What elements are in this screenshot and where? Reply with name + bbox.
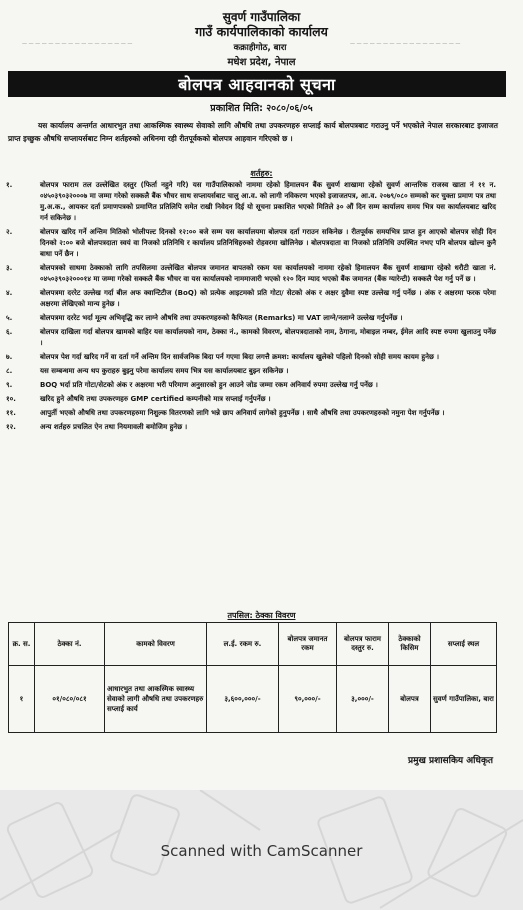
condition-number: ४. xyxy=(6,289,13,297)
condition-item xyxy=(6,327,496,349)
col-header-serial: क्र. स. xyxy=(9,623,35,666)
condition-item xyxy=(6,313,496,324)
condition-text: बोलपत्र फाराम तल उल्लेखित दस्तुर (फिर्ता नहुने गरि) यस गाउँपालिकाको नाममा रहेको हिमालयन बैंक सुवर्ण शाखामा रहेको सुवर्ण आन्तरिक राजस्व खाता नं ११ न. ०४५०३९०३२०००७ मा जम्मा गरेको सक्कलै बैंक भौचर साथ सप्लायर्सबाट चालु आ.व. को लागी नविकरण भएको इजाजतपत्र, आ.व. २०७९/०८० सम्मको कर चुक्ता प्रमाण पत्र तथा मु.अ.क., आयकर दर्ता प्रमाणपत्रको प्रमाणित प्रतिलिपि समेत राखी निवेदन दिई यो सूचना प्रकाशित भएको मितिले ३० औं दिन सम्म कार्यालय समय भित्र यस कार्यालयबाट खरिद गर्न सकिनेछ । xyxy=(40,181,496,222)
condition-item xyxy=(6,288,496,310)
condition-text: बोलपत्र पेश गर्दा खरिद गर्ने वा दर्ता गर्ने अन्तिम दिन सार्वजनिक बिदा पर्न गएमा बिदा लगत्तै क्रमश: कार्यालय खुलेको पहिलो दिनको सोही समय कायम हुनेछ । xyxy=(40,353,439,361)
org-name: सुवर्ण गाउँपालिका xyxy=(222,10,301,24)
condition-item xyxy=(6,227,496,260)
condition-number: ६. xyxy=(6,328,13,336)
faint-header-right: — — — — — — — — — — — — — — — — — xyxy=(350,41,461,47)
conditions-list xyxy=(6,180,496,436)
col-header-bid-security: बोलपत्र जमानत रकम xyxy=(279,623,337,666)
condition-item xyxy=(6,263,496,285)
condition-text: यस सम्बन्धमा अन्य थप कुराहरु बुझ्नु परेमा कार्यालय समय भित्र यस कार्यालयबाट बुझ्न सकिनेछ । xyxy=(40,367,289,375)
condition-item xyxy=(6,180,496,224)
condition-text: बोलपत्रको साथमा ठेक्काको लागि तपसिलमा उल्लेखित बोलपत्र जमानत बापतको रकम यस कार्यालयको नाममा रहेको हिमालयन बैंक सुवर्ण शाखामा रहेको धरौटी खाता नं. ०४५०३९०३२०००१४ मा जम्मा गरेको सक्कलै बैंक भौचर वा यस कार्यालयको नाममाजारी भएको १२० दिन म्याद भएको बैंक जमानत (बैंक ग्यारेन्टी) सक्कलै पेश गर्नु पर्ने छ । xyxy=(40,264,496,283)
cell-bid-security: ९०,०००/- xyxy=(279,666,337,733)
condition-item xyxy=(6,422,496,433)
cell-serial: १ xyxy=(9,666,35,733)
publish-date: प्रकाशित मिति: २०८०/०६/०५ xyxy=(210,103,313,114)
scan-caption: Scanned with CamScanner xyxy=(160,842,363,860)
condition-number: २. xyxy=(6,228,13,236)
table-row xyxy=(9,666,497,733)
scanner-watermark-area xyxy=(0,790,523,910)
contract-table xyxy=(8,622,497,733)
office-address: कक्राहीगोठ, बारा xyxy=(233,43,287,53)
condition-text: BOQ भर्दा प्रति गोटा/सेटको अंक र अक्षरमा भरी परिमाण अनुसारको हुन आउने जोड जम्मा रकम अनिवार्य रुपमा उल्लेख गर्नु पर्नेछ । xyxy=(40,381,378,389)
condition-item xyxy=(6,408,496,419)
cell-supply-location: सुवर्ण गाउँपालिका, बारा xyxy=(431,666,497,733)
condition-text: खरिद हुने औषधि तथा उपकरणहरु GMP certified कम्पनीको मात्र सप्लाई गर्नुपर्नेछ । xyxy=(40,395,271,403)
condition-text: बोलपत्र खरिद गर्ने अन्तिम मितिको भोलीपल्ट दिनको १२:०० बजे सम्म यस कार्यालयमा बोलपत्र दर्ता गराउन सकिनेछ । रीतपूर्वक समयभित्र प्राप्त हुन आएको बोलपत्र सोही दिन दिनको २:०० बजे बोलपत्रदाता स्वयं वा निजको प्रतिनिधि र कार्यालय प्रतिनिधिहरुको रोहवरमा खोलिनेछ । बोलपत्रदाता वा निजको प्रतिनिधि उपस्थित नभए पनि बोलपत्र खोल्न कुनै बाधा पर्ने छैन । xyxy=(40,228,496,258)
condition-item xyxy=(6,366,496,377)
conditions-heading: शर्तहरु: xyxy=(250,169,273,178)
signature-title: प्रमुख प्रशासकिय अधिकृत xyxy=(407,756,493,766)
cell-work-description: आधारभुत तथा आकस्मिक स्वास्थ्य सेवाको लागी औषधि तथा उपकरणहरु सप्लाई कार्य xyxy=(105,666,207,733)
cell-contract-no: ०१/०८०/०८१ xyxy=(35,666,105,733)
notice-title: बोलपत्र आहवानको सूचना xyxy=(178,75,336,94)
condition-number: ३. xyxy=(6,264,13,272)
col-header-estimate: ल.ई. रकम रु. xyxy=(207,623,279,666)
notice-title-bar xyxy=(8,71,506,97)
condition-number: ८. xyxy=(6,367,13,375)
condition-item xyxy=(6,380,496,391)
condition-text: अन्य शर्तहरु प्रचलित ऐन तथा नियमावली बमोजिम हुनेछ । xyxy=(40,423,188,431)
condition-text: बोलपत्र दाखिला गर्दा बोलपत्र खामको बाहिर यस कार्यालयको नाम, ठेक्का नं., कामको विवरण, बोलपत्रदाताको नाम, ठेगाना, मोबाइल नम्बर, ईमेल आदि स्पष्ट रुपमा खुलाउनु पर्नेछ । xyxy=(40,328,496,347)
office-name: गाउँ कार्यपालिकाको कार्यालय xyxy=(195,24,328,39)
condition-number: १२. xyxy=(6,423,16,431)
condition-number: ९. xyxy=(6,381,13,389)
faint-header-left: — — — — — — — — — — — — — — — — — xyxy=(22,41,133,47)
col-header-supply-location: सप्लाई स्थल xyxy=(431,623,497,666)
condition-text: बोलपत्रमा दररेट भर्दा मूल्य अभिवृद्धि कर लाग्ने औषधि तथा उपकरणहरुको कैफियत (Remarks) मा VAT लाग्ने/नलाग्ने उल्लेख गर्नुपर्नेछ । xyxy=(40,314,403,322)
condition-item xyxy=(6,394,496,405)
col-header-contract-type: ठेक्काको किसिम xyxy=(389,623,431,666)
cell-form-fee: ३,०००/- xyxy=(337,666,389,733)
condition-number: ५. xyxy=(6,314,13,322)
condition-number: ७. xyxy=(6,353,13,361)
intro-paragraph: यस कार्यालय अन्तर्गत आधारभुत तथा आकस्मिक स्वास्थ्य सेवाको लागि औषधि तथा उपकरणहरु सप्लाई कार्य बोलपत्रबाट गराउनु पर्ने भएकोले नेपाल सरकारबाट इजाजत प्राप्त इच्छुक औषधि सप्लायर्सबाट निम्न शर्तहरुको अधिनमा रही रीतपूर्वकको बोलपत्र आहवान गरिएको छ । xyxy=(8,121,498,143)
condition-text: बोलपत्रमा दररेट उल्लेख गर्दा बील अफ क्वान्टिटीज (BoQ) को प्रत्येक आइटमको प्रति गोटा/ सेटको अंक र अक्षर दुवैमा स्पष्ट उल्लेख गर्नु पर्नेछ । अंक र अक्षरमा फरक परेमा अक्षरमा लेखिएको मान्य हुनेछ । xyxy=(40,289,496,308)
cell-estimate: ३,६००,०००/- xyxy=(207,666,279,733)
condition-item xyxy=(6,352,496,363)
col-header-work-description: कामको विवरण xyxy=(105,623,207,666)
condition-number: १०. xyxy=(6,395,16,403)
condition-number: १. xyxy=(6,181,13,189)
table-heading: तपसिल: ठेक्का विवरण xyxy=(227,611,296,620)
col-header-form-fee: बोलपत्र फाराम दस्तुर रु. xyxy=(337,623,389,666)
condition-number: ११. xyxy=(6,409,16,417)
province-line: मधेश प्रदेश, नेपाल xyxy=(227,57,296,68)
table-header-row xyxy=(9,623,497,666)
col-header-contract-no: ठेक्का नं. xyxy=(35,623,105,666)
cell-contract-type: बोलपत्र xyxy=(389,666,431,733)
condition-text: आपुर्ती भएको औषधि तथा उपकरणहरुमा निशुल्क वितरणको लागि भन्ने छाप अनिवार्य लागेको हुनुपर्नेछ । साथै औषधि तथा उपकरणहरुको नमुना पेश गर्नुपर्नेछ । xyxy=(40,409,445,417)
